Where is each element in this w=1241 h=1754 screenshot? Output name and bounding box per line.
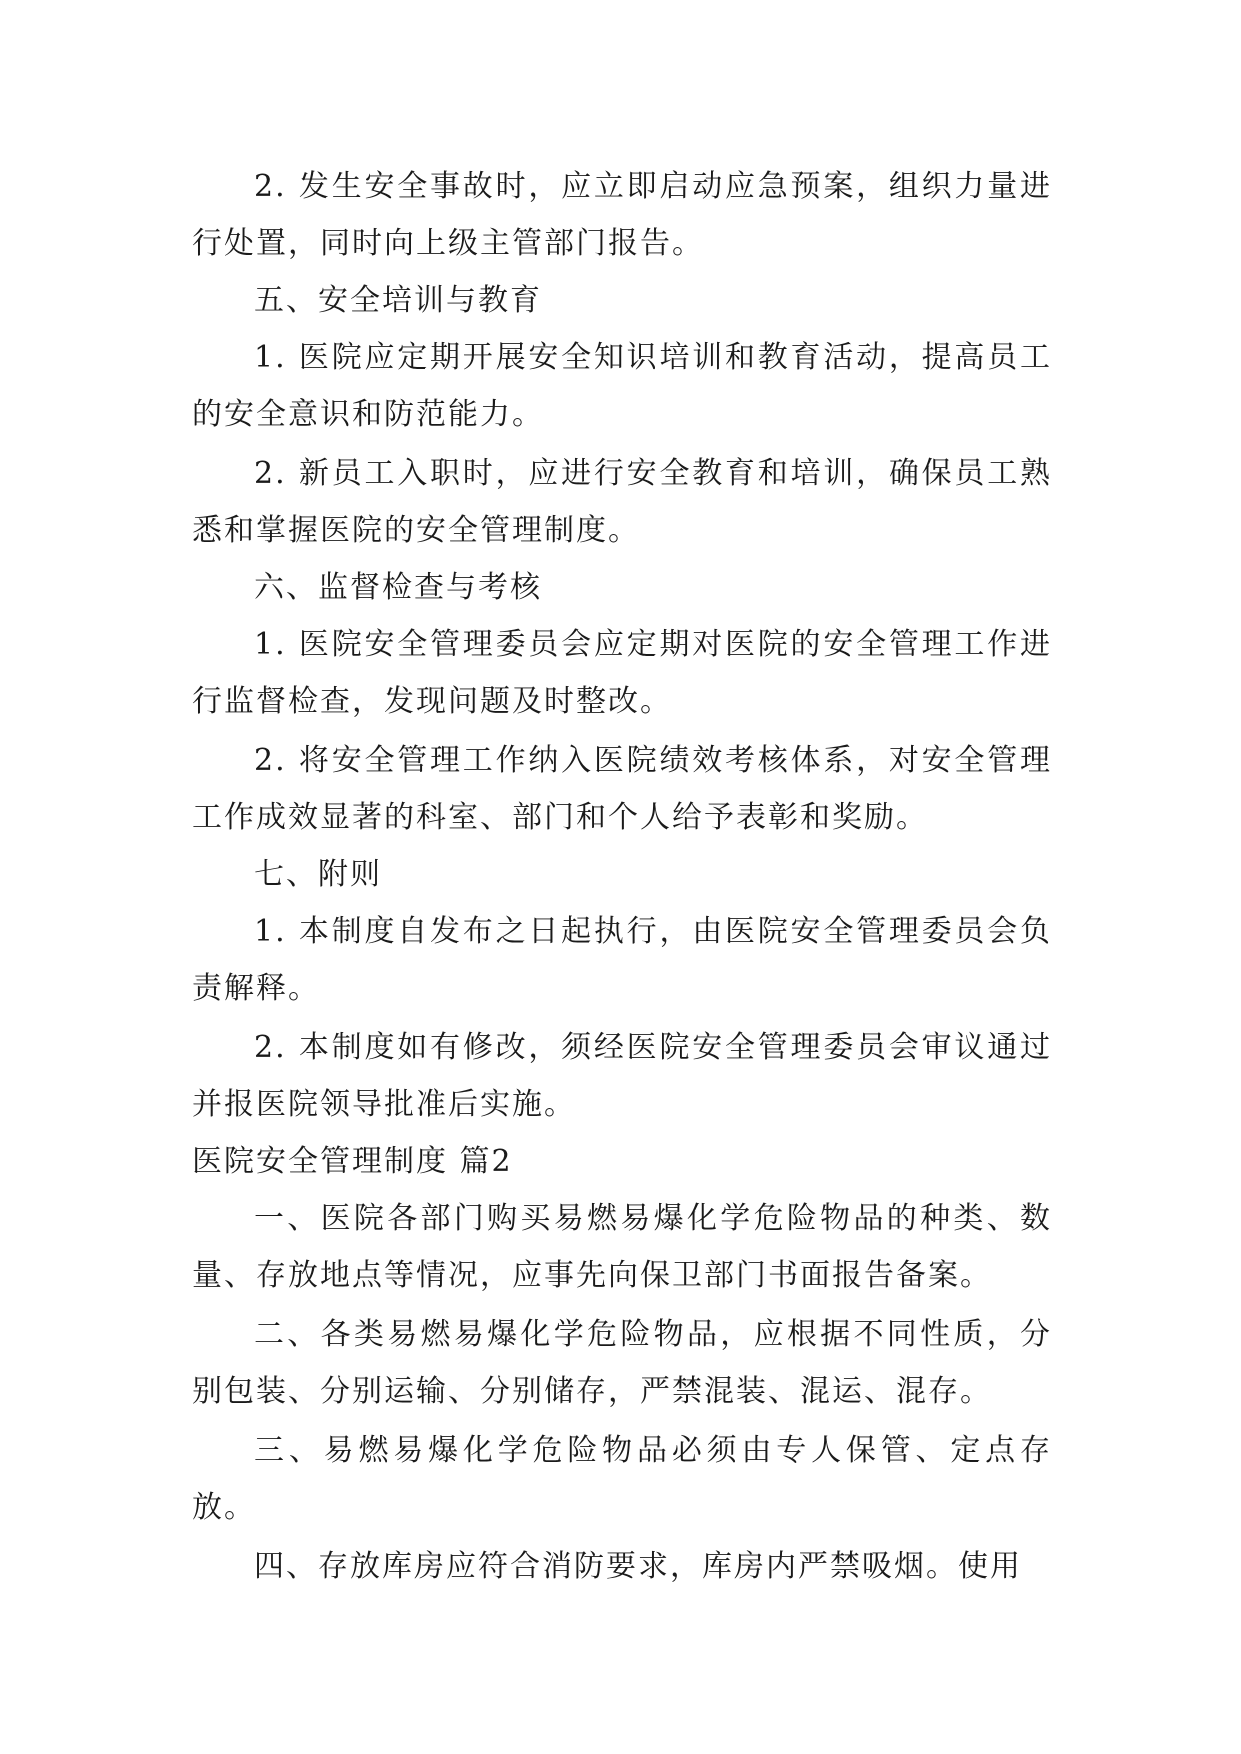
heading-training: 五、安全培训与教育 [254,283,542,318]
paragraph-accident-response: 2. 发生安全事故时，应立即启动应急预案，组织力量进行处置，同时向上级主管部门报告。 [192,169,1052,261]
paragraph-supplementary-2: 2. 本制度如有修改，须经医院安全管理委员会审议通过并报医院领导批准后实施。 [192,1030,1052,1122]
heading-supplementary: 七、附则 [254,857,382,892]
section-title-part-2: 医院安全管理制度 篇2 [192,1144,513,1179]
paragraph-supervision-1: 1. 医院安全管理委员会应定期对医院的安全管理工作进行监督检查，发现问题及时整改。 [192,627,1052,719]
paragraph-hazmat-2: 二、各类易燃易爆化学危险物品，应根据不同性质，分别包装、分别运输、分别储存，严禁混装、混运、混存。 [192,1317,1052,1409]
document-body [192,158,1052,1595]
paragraph-hazmat-4: 四、存放库房应符合消防要求，库房内严禁吸烟。使用 [254,1549,1022,1584]
paragraph-training-1: 1. 医院应定期开展安全知识培训和教育活动，提高员工的安全意识和防范能力。 [192,340,1052,432]
paragraph-supervision-2: 2. 将安全管理工作纳入医院绩效考核体系，对安全管理工作成效显著的科室、部门和个人给予表彰和奖励。 [192,743,1052,835]
paragraph-training-2: 2. 新员工入职时，应进行安全教育和培训，确保员工熟悉和掌握医院的安全管理制度。 [192,456,1052,548]
paragraph-hazmat-3: 三、易燃易爆化学危险物品必须由专人保管、定点存放。 [192,1433,1052,1525]
paragraph-supplementary-1: 1. 本制度自发布之日起执行，由医院安全管理委员会负责解释。 [192,914,1052,1006]
heading-supervision: 六、监督检查与考核 [254,570,542,605]
paragraph-hazmat-1: 一、医院各部门购买易燃易爆化学危险物品的种类、数量、存放地点等情况，应事先向保卫部门书面报告备案。 [192,1201,1052,1293]
